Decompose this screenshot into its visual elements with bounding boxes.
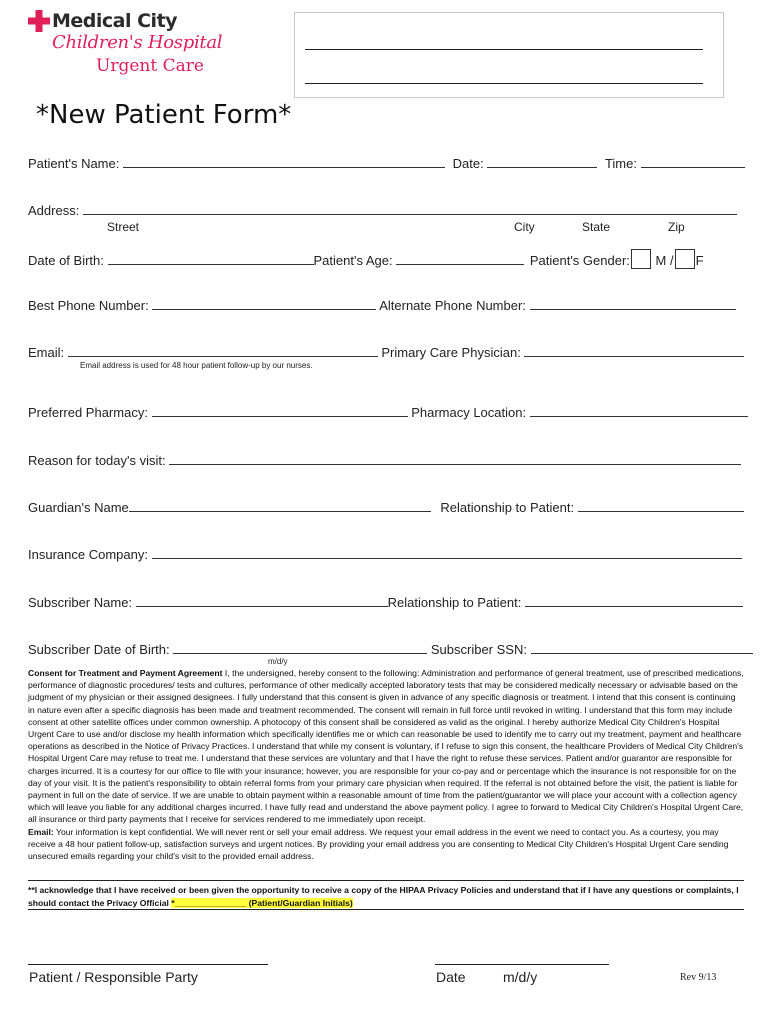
best-phone-field[interactable] — [152, 297, 376, 310]
label-line-2 — [305, 83, 703, 84]
reason-field[interactable] — [169, 452, 741, 465]
email-note: Email address is used for 48 hour patient follow-up by our nurses. — [80, 361, 313, 370]
pharmacy-location-label: Pharmacy Location: — [411, 405, 527, 420]
mdy-hint: m/d/y — [268, 657, 288, 666]
pcp-label: Primary Care Physician: — [381, 345, 521, 360]
dob-field[interactable] — [108, 252, 314, 265]
signature-date-hint: m/d/y — [503, 969, 538, 985]
guardian-field[interactable] — [129, 499, 431, 512]
pharmacy-location-field[interactable] — [530, 404, 748, 417]
logo-line-1: Medical City — [52, 10, 178, 32]
state-label: State — [582, 220, 611, 234]
insurance-field[interactable] — [152, 546, 742, 559]
address-field[interactable] — [83, 202, 737, 215]
address-row — [28, 202, 737, 218]
date-signature-line[interactable] — [435, 964, 609, 965]
phone-row — [28, 297, 736, 313]
age-label: Patient's Age: — [313, 253, 393, 268]
relationship-field[interactable] — [578, 499, 744, 512]
street-label: Street — [107, 220, 140, 234]
ack-text: **I acknowledge that I have received or been given the opportunity to receive a copy of the HIPAA Privacy Policies and understand that if I have any questions or complaints, I should contact the Privacy Official — [28, 885, 739, 908]
email-row — [28, 344, 744, 360]
party-signature-line[interactable] — [28, 964, 268, 965]
patient-label-box[interactable] — [294, 12, 724, 98]
relationship2-field[interactable] — [525, 594, 743, 607]
time-field[interactable] — [641, 155, 745, 168]
initials-field[interactable]: *_______________ (Patient/Guardian Initials) — [171, 897, 353, 908]
alt-phone-label: Alternate Phone Number: — [379, 298, 526, 313]
subscriber-name-row — [28, 594, 743, 610]
form-title: *New Patient Form* — [36, 100, 292, 130]
guardian-label: Guardian's Name — [28, 500, 129, 515]
subscriber-name-label: Subscriber Name: — [28, 595, 133, 610]
patient-name-field[interactable] — [123, 155, 445, 168]
city-label: City — [514, 220, 535, 234]
subscriber-name-field[interactable] — [136, 594, 388, 607]
pharmacy-row — [28, 404, 748, 420]
address-label: Address: — [28, 203, 80, 218]
insurance-row — [28, 546, 742, 562]
cross-logo-icon — [28, 10, 50, 32]
gender-f-checkbox[interactable] — [675, 249, 695, 269]
alt-phone-field[interactable] — [530, 297, 736, 310]
relationship-label: Relationship to Patient: — [440, 500, 575, 515]
logo-line-3: Urgent Care — [96, 56, 204, 76]
gender-m-label: M — [655, 253, 667, 268]
gender-label: Patient's Gender: — [529, 253, 630, 268]
date-label: Date: — [452, 156, 484, 171]
consent-body: I, the undersigned, hereby consent to the following: Administration and performance of general treatment, use of prescribed medications, performance of diagnostic procedures/ tests and cultures, performance of other medically accepted laboratory tests that may be considered medically necessary or advisable based on the judgment of my physician or their assigned designees. I fully understand that this consent is given in advance of any specific diagnosis or treatment. I intend that this consent is continuing in nature even after a specific diagnosis has been made and treatment recommended. The consent will remain in full force until revoked in writing. I understand that this form may include consent at other satellite offices under common ownership. A photocopy of this consent shall be considered as valid as the original. I hereby authorize Medical City Children's Hospital Urgent Care to use and/or disclose my health information which specifically identifies me or which can reasonable be used to identify me to carry out my treatment, payment and healthcare operations as described in the Notice of Privacy Practices. I understand that while my consent is voluntary, if I refuse to sign this consent, the healthcare Providers of Medical City Children's Hospital Urgent Care may refuse to treat me. I understand that these services are voluntary and that I have the right to refuse these services. Patient and/or guarantor are responsible for charges incurred. It is a courtesy for our office to file with your insurance; however, you are responsible for your co-pay and or percentage which the insurance is not responsible for on the day of your visit. It is the patient's responsibility to obtain referral forms from your primary care physician when required. If the referral is not obtained before the visit, the patient is liable for payment in full on the date of service. If we are unable to obtain payment within a reasonable amount of time from the patient/guarantor we will place your account with a collection agency which will leave you liable for any additional charges incurred. I have fully read and understand the above payment policy. I agree to forward to Medical City Children's Hospital Urgent Care, all insurance or third party payments that I receive for services rendered to me immediately upon receipt. — [28, 668, 744, 825]
party-label: Patient / Responsible Party — [29, 969, 198, 985]
subscriber-dob-label: Subscriber Date of Birth: — [28, 642, 170, 657]
revision-label: Rev 9/13 — [680, 972, 717, 983]
insurance-label: Insurance Company: — [28, 547, 148, 562]
pcp-field[interactable] — [524, 344, 744, 357]
patient-name-row — [28, 155, 745, 171]
relationship2-label: Relationship to Patient: — [387, 595, 522, 610]
pharmacy-label: Preferred Pharmacy: — [28, 405, 148, 420]
hipaa-acknowledgement — [28, 884, 744, 909]
pharmacy-field[interactable] — [152, 404, 408, 417]
dob-label: Date of Birth: — [28, 253, 104, 268]
gender-f-label: F — [695, 253, 704, 268]
reason-row — [28, 452, 741, 468]
consent-paragraph — [28, 667, 744, 862]
subscriber-dob-field[interactable] — [173, 641, 427, 654]
logo-line-2: Children's Hospital — [52, 32, 223, 53]
date-field[interactable] — [487, 155, 597, 168]
email-policy-body: Your information is kept confidential. We will never rent or sell your email address. We request your email address in the event we need to contact you. As a courtesy, you may receive a 48 hour patient follow-up, satisfaction surveys and urgent notices. By providing your email address you are consenting to Medical City Children's Hospital Urgent Care sending unsecured emails regarding your child's visit to the provided email address. — [28, 826, 729, 862]
patient-name-label: Patient's Name: — [28, 156, 120, 171]
subscriber-dob-row — [28, 641, 753, 657]
signature-date-label: Date — [436, 969, 466, 985]
time-label: Time: — [604, 156, 637, 171]
best-phone-label: Best Phone Number: — [28, 298, 149, 313]
gender-m-checkbox[interactable] — [631, 249, 651, 269]
email-field[interactable] — [68, 344, 378, 357]
consent-heading: Consent for Treatment and Payment Agreement — [28, 668, 223, 678]
divider-bottom — [28, 909, 744, 910]
email-label: Email: — [28, 345, 65, 360]
label-line-1 — [305, 49, 703, 50]
gender-separator: / — [669, 253, 674, 268]
subscriber-ssn-label: Subscriber SSN: — [430, 642, 527, 657]
dob-row — [28, 249, 704, 269]
email-policy-heading: Email: — [28, 826, 54, 837]
reason-label: Reason for today's visit: — [28, 453, 166, 468]
zip-label: Zip — [668, 220, 685, 234]
divider-top — [28, 880, 744, 881]
guardian-row — [28, 499, 744, 515]
subscriber-ssn-field[interactable] — [531, 641, 753, 654]
age-field[interactable] — [396, 252, 524, 265]
